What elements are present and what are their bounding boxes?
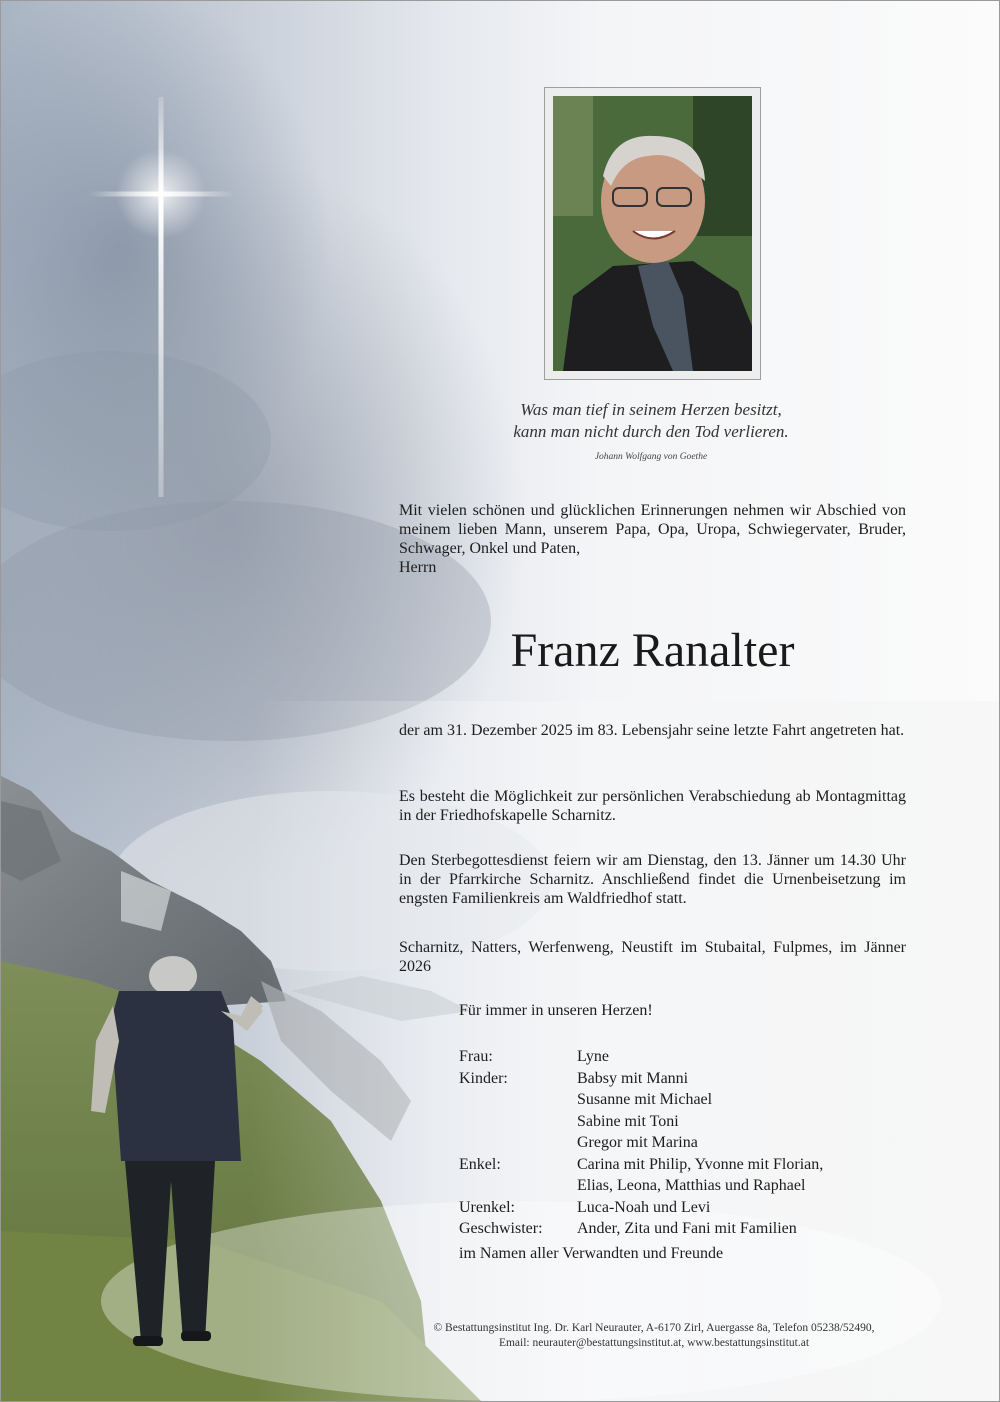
family-member: Gregor mit Marina [577,1134,698,1151]
footer-contact: Email: neurauter@bestattungsinstitut.at, www.bestattungsinstitut.at [498,1337,810,1349]
family-row [459,1197,909,1219]
family-member: Babsy mit Manni [577,1069,689,1087]
quote-author: Johann Wolfgang von Goethe [594,452,708,462]
family-row [459,1218,909,1240]
closing-line: Für immer in unseren Herzen! [459,1002,653,1019]
family-member: Susanne mit Michael [577,1091,713,1108]
family-relation: Geschwister: [459,1220,543,1237]
service-paragraph: Den Sterbegottesdienst feiern wir am Dienstag, den 13. Jänner um 14.30 Uhr in der Pfarrkirche Scharnitz. Anschließend findet die Urnenbeisetzung im engsten Familienkreis am Waldfriedhof statt. [399,852,906,907]
deceased-name: Franz Ranalter [510,624,795,677]
family-relation: Frau: [459,1048,493,1065]
portrait-illustration [553,96,752,371]
family-row [459,1068,909,1154]
family-list [459,1046,909,1240]
footer [399,1321,909,1351]
footer-address: © Bestattungsinstitut Ing. Dr. Karl Neurauter, A-6170 Zirl, Auergasse 8a, Telefon 05238/52490, [433,1322,875,1334]
family-relation: Kinder: [459,1069,508,1087]
family-member: Ander, Zita und Fani mit Familien [577,1220,797,1237]
family-member: Lyne [577,1048,609,1065]
family-row [459,1154,909,1197]
family-relation: Urenkel: [459,1198,515,1216]
quote-text [471,399,831,443]
family-member: Luca-Noah und Levi [577,1198,711,1216]
family-member: Sabine mit Toni [577,1112,679,1130]
family-member: Elias, Leona, Matthias und Raphael [577,1177,806,1194]
portrait-photo [553,96,752,371]
quote-line-2: kann man nicht durch den Tod verlieren. [513,422,789,441]
intro-paragraph [399,501,906,577]
salutation: Herrn [399,559,437,576]
intro-text: Mit vielen schönen und glücklichen Erinnerungen nehmen wir Abschied von meinem lieben Mann, unserem Papa, Opa, Uropa, Schwiegervater, Bruder, Schwager, Onkel und Paten, [399,502,906,557]
family-row [459,1046,909,1068]
places-paragraph: Scharnitz, Natters, Werfenweng, Neustift im Stubaital, Fulpmes, im Jänner 2026 [399,939,906,975]
on-behalf-line: im Namen aller Verwandten und Freunde [459,1245,724,1262]
farewell-paragraph: Es besteht die Möglichkeit zur persönlichen Verabschiedung ab Montagmittag in der Friedhofskapelle Scharnitz. [399,788,906,824]
family-member: Carina mit Philip, Yvonne mit Florian, [577,1155,824,1173]
portrait-photo-frame [544,87,761,380]
death-paragraph: der am 31. Dezember 2025 im 83. Lebensjahr seine letzte Fahrt angetreten hat. [399,722,905,739]
family-relation: Enkel: [459,1155,501,1173]
quote-line-1: Was man tief in seinem Herzen besitzt, [520,400,782,419]
